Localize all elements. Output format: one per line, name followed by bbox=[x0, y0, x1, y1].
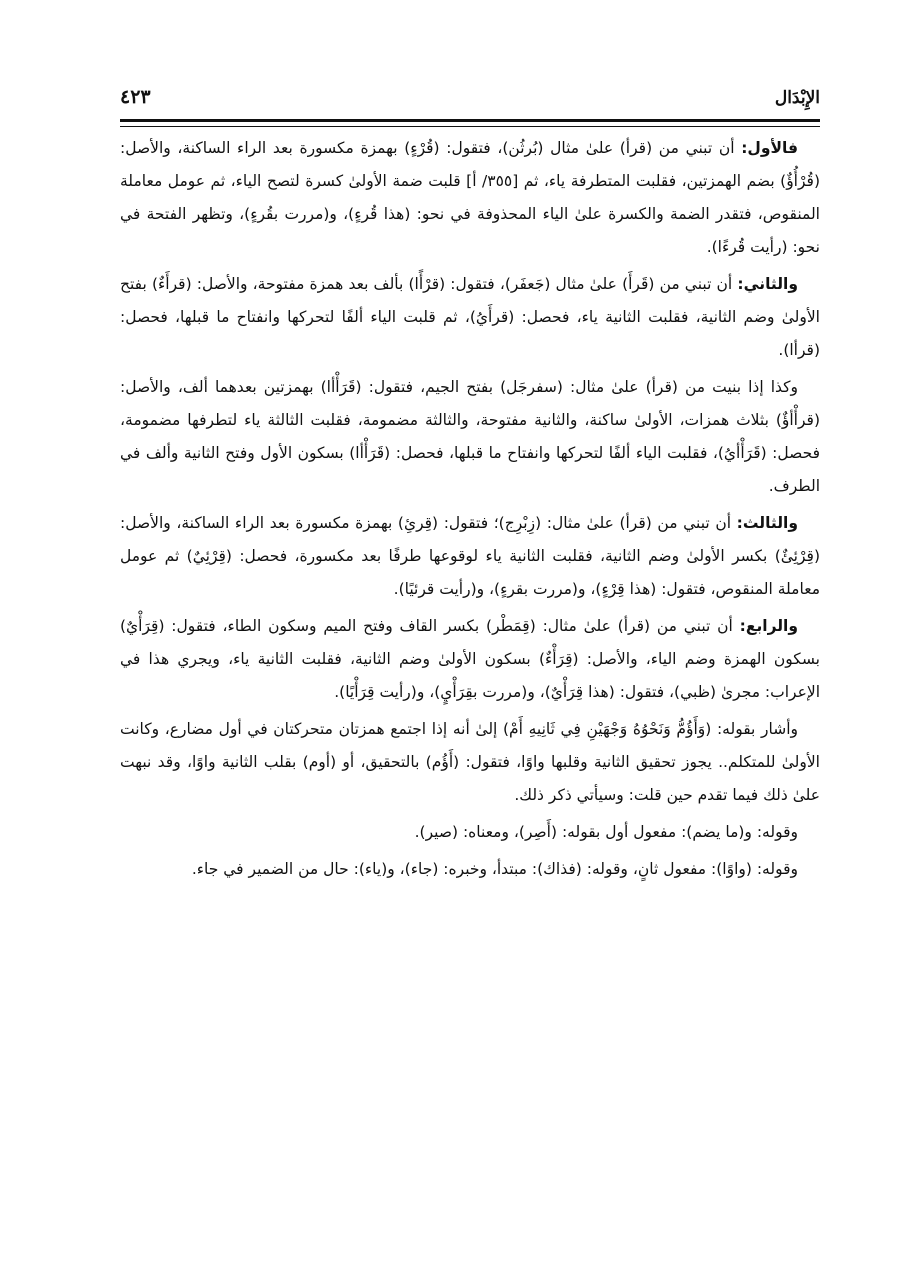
paragraph-grammar-note-1 bbox=[120, 816, 820, 849]
paragraph-lead: والرابع: bbox=[739, 617, 798, 635]
running-title: الإِبْدَال bbox=[774, 88, 820, 108]
paragraph-text: وقوله: (واوًا): مفعول ثانٍ، وقوله: (فذاك): مبتدأ، وخبره: (جاء)، و(ياء): حال من الضمير في جاء. bbox=[191, 860, 798, 878]
paragraph-text: وكذا إذا بنيت من (قرأ) علىٰ مثال: (سفرجَل) بفتح الجيم، فتقول: (قَرَأْأا) بهمزتين بعدهما ألف، والأصل: (قرأْأؤٌ) بثلاث همزات، الأولىٰ ساكنة، والثانية مفتوحة، والثالثة مضمومة، فقلبت الثالثة ياء لتطرفها مضمومة، فحصل: (قَرَأْأيُ)، فقلبت الياء ألفًا لتحركها وانفتاح ما قبلها، فحصل: (قَرَأْأا) بسكون الأول وفتح الثانية وألف في الطرف. bbox=[120, 378, 820, 495]
paragraph-second-form bbox=[120, 268, 820, 367]
paragraph-text: وأشار بقوله: (وَأَؤُمُّ وَنَحْوُهُ وَجْهَيْنِ فِي ثَانِيهِ أَمْ) إلىٰ أنه إذا اجتمع همزتان متحركتان في أول مضارع، وكانت الأولىٰ للمتكلم.. يجوز تحقيق الثانية وقلبها واوًا، فتقول: (أَؤُم) بالتحقيق، أو (أوم) بقلب الثانية واوًا، وقد نبهت علىٰ ذلك فيما تقدم حين قلت: وسيأتي ذكر ذلك. bbox=[120, 720, 820, 804]
paragraph-text: أن تبني من (قرأ) علىٰ مثال: (زِبْرِج)؛ فتقول: (قِرئِ) بهمزة مكسورة بعد الراء الساكنة، والأصل: (قِرْئِئٌ) بكسر الأولىٰ وضم الثانية، فقلبت الثانية ياء لوقوعها طرفًا بعد مكسورة، فحصل: (قِرْئِيٌ) ثم عومل معاملة المنقوص، فتقول: (هذا قِرْءٍ)، و(مررت بقرءٍ)، و(رأيت قرئيًا). bbox=[120, 514, 820, 598]
body-text bbox=[120, 132, 820, 890]
paragraph-third-form bbox=[120, 507, 820, 606]
header-rule-thin bbox=[120, 126, 820, 127]
paragraph-text: أن تبني من (قرأ) علىٰ مثال (بُرثُن)، فتقول: (قُرْءٍ) بهمزة مكسورة بعد الراء الساكنة، والأصل: (قُرْأُؤٌ) بضم الهمزتين، فقلبت المتطرفة ياء، ثم [٣٥٥/ أ] قلبت ضمة الأولىٰ كسرة لتصح الياء، ثم عومل معاملة المنقوص، فتقدر الضمة والكسرة علىٰ الياء المحذوفة في نحو: (هذا قُرءٍ)، و(مررت بقُرءٍ)، وتظهر الفتحة في نحو: (رأيت قُرءًا). bbox=[120, 139, 821, 256]
page-header bbox=[120, 80, 820, 114]
paragraph-two-hamzas bbox=[120, 713, 820, 812]
paragraph-text: أن تبني من (قَرأَ) علىٰ مثال (جَعفَر)، فتقول: (قرْأًا) بألف بعد همزة مفتوحة، والأصل: (قرأَءٌ) بفتح الأولىٰ وضم الثانية، فقلبت الثانية ياء، فحصل: (قرأَيُ)، ثم قلبت الياء ألفًا لتحركها وانفتاح ما قبلها، فحصل: (قرأا). bbox=[120, 275, 820, 359]
header-rule-thick bbox=[120, 119, 820, 122]
paragraph-lead: فالأول: bbox=[741, 139, 798, 157]
paragraph-text: أن تبني من (قرأ) علىٰ مثال: (قِمَطْر) بكسر القاف وفتح الميم وسكون الطاء، فتقول: (قِرَأْيٌ) بسكون الهمزة وضم الياء، والأصل: (قِرَأْءٌ) بسكون الأولىٰ وضم الثانية، فقلبت الثانية ياء، ويجري هذا في الإعراب: مجرىٰ (ظبي)، فتقول: (هذا قِرَأْيٌ)، و(مررت بقِرَأْيٍ)، و(رأيت قِرَأْيًا). bbox=[120, 617, 820, 701]
paragraph-grammar-note-2 bbox=[120, 853, 820, 886]
paragraph-fourth-form bbox=[120, 610, 820, 709]
paragraph-lead: والثاني: bbox=[737, 275, 798, 293]
paragraph-text: وقوله: و(ما يضم): مفعول أول بقوله: (أَصِر)، ومعناه: (صير). bbox=[414, 823, 798, 841]
page-number: ٤٢٣ bbox=[120, 86, 151, 108]
paragraph-safarjal-form bbox=[120, 371, 820, 503]
paragraph-lead: والثالث: bbox=[736, 514, 798, 532]
paragraph-first-form bbox=[120, 132, 820, 264]
